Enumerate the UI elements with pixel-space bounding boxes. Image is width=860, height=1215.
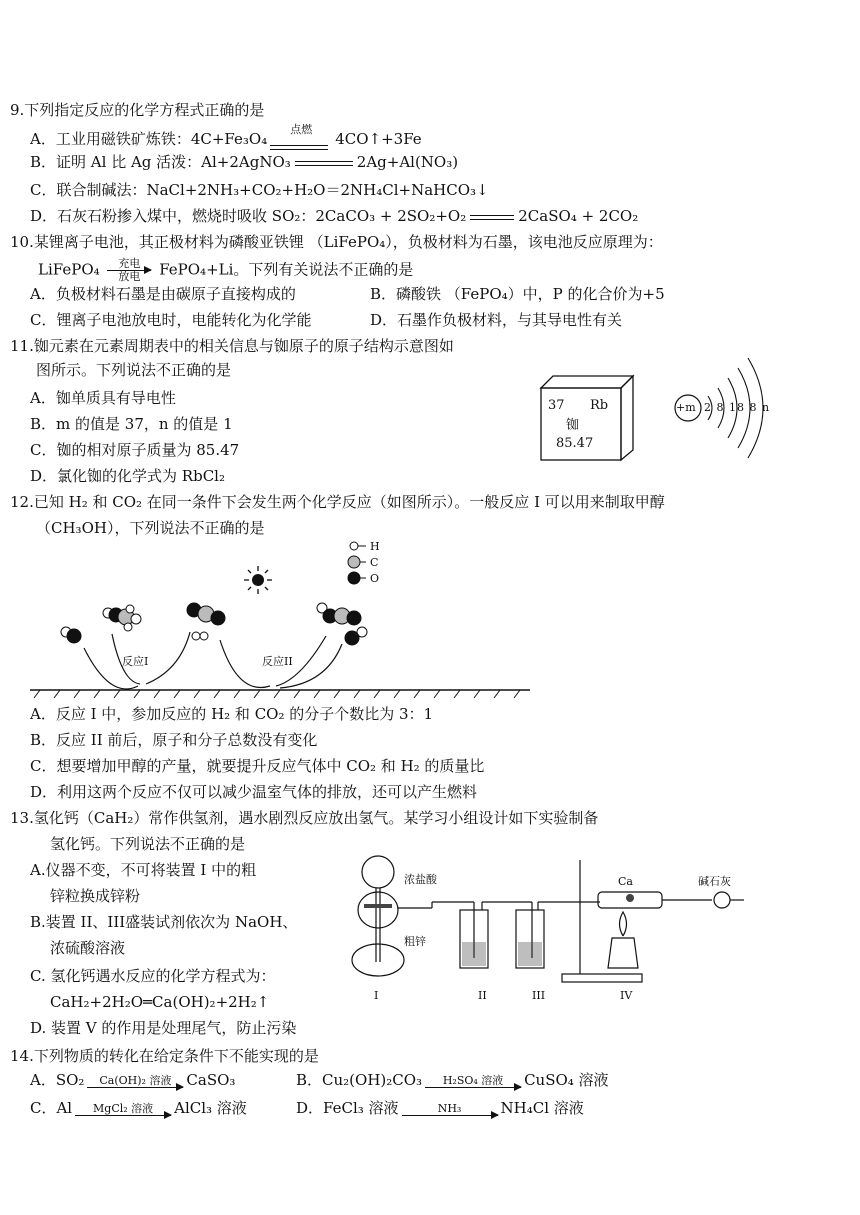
- q10-stem: 10.某锂离子电池，其正极材料为磷酸亚铁锂 （LiFePO₄），负极材料为石墨，该电池反应原理为：: [10, 233, 663, 251]
- q14-c-reactant: C．Al: [30, 1099, 73, 1117]
- q12-option-c: C．想要增加甲醇的产量，就要提升反应气体中 CO₂ 和 H₂ 的质量比: [30, 757, 485, 775]
- reaction-1-label: 反应I: [122, 655, 149, 668]
- label-soda-lime: 碱石灰: [698, 875, 731, 888]
- legend-o: O: [370, 572, 380, 585]
- q11-option-b: B．m 的值是 37，n 的值是 1: [30, 415, 233, 433]
- q14-a-arrow: [87, 1075, 183, 1088]
- q10-eq-left: LiFePO₄: [38, 260, 100, 279]
- q14-c-condition: MgCl₂ 溶液: [93, 1101, 154, 1115]
- q9-b-reactants: B．证明 Al 比 Ag 活泼：Al+2AgNO₃: [30, 153, 291, 171]
- q11-stem-2: 图所示。下列说法不正确的是: [36, 361, 232, 379]
- q14-d-product: NH₄Cl 溶液: [500, 1099, 584, 1117]
- q12-reaction-diagram: [30, 560, 530, 700]
- q10-eq-right: FePO₄+Li。下列有关说法不正确的是: [159, 260, 414, 279]
- q10-eq-charge: 充电: [118, 257, 141, 270]
- q10-equation: [38, 258, 413, 283]
- q9-a-products: 4CO↑+3Fe: [335, 130, 422, 148]
- q9-option-b: [30, 152, 458, 172]
- q12-option-a: A．反应 I 中，参加反应的 H₂ 和 CO₂ 的分子个数比为 3：1: [30, 705, 434, 723]
- q13-stem-1: 13.氢化钙（CaH₂）常作供氢剂，遇水剧烈反应放出氢气。某学习小组设计如下实验制备: [10, 809, 599, 827]
- q13-stem-2: 氢化钙。下列说法不正确的是: [50, 835, 246, 853]
- q14-b-product: CuSO₄ 溶液: [524, 1071, 609, 1089]
- q12-option-b: B．反应 II 前后，原子和分子总数没有变化: [30, 731, 318, 749]
- q11-option-c: C．铷的相对原子质量为 85.47: [30, 441, 240, 459]
- q11-option-a: A．铷单质具有导电性: [30, 389, 176, 407]
- q10-option-d: D．石墨作负极材料，与其导电性有关: [370, 311, 623, 329]
- q12-stem-2: （CH₃OH），下列说法不正确的是: [36, 519, 265, 537]
- cell-symbol: Rb: [590, 398, 609, 413]
- q9-option-c: C．联合制碱法：NaCl+2NH₃+CO₂+H₂O＝2NH₄Cl+NaHCO₃↓: [30, 181, 489, 199]
- q14-a-reactant: A．SO₂: [30, 1071, 85, 1089]
- q14-b-arrow: [425, 1075, 521, 1088]
- q9-a-condition: 点燃: [290, 123, 313, 136]
- q14-option-a: [30, 1070, 235, 1090]
- label-conc-hcl: 浓盐酸: [404, 873, 437, 886]
- q13-option-b-line1: B.装置 II、III盛装试剂依次为 NaOH、: [30, 913, 298, 931]
- q14-stem: 14.下列物质的转化在给定条件下不能实现的是: [10, 1047, 319, 1065]
- q14-a-product: CaSO₃: [186, 1071, 236, 1089]
- q10-eq-discharge: 放电: [118, 270, 141, 283]
- q9-stem: 9.下列指定反应的化学方程式正确的是: [10, 101, 265, 119]
- q14-d-arrow: [402, 1103, 498, 1116]
- reaction-2-label: 反应II: [262, 655, 293, 668]
- q14-option-b: [296, 1070, 609, 1090]
- q14-b-reactant: B．Cu₂(OH)₂CO₃: [296, 1071, 423, 1089]
- cell-element-name: 铷: [566, 418, 580, 433]
- q10-option-c: C．锂离子电池放电时，电能转化为化学能: [30, 311, 312, 329]
- legend-c: C: [370, 556, 379, 569]
- q9-d-products: 2CaSO₄ + 2CO₂: [518, 207, 639, 225]
- label-device-ii: II: [478, 989, 487, 1002]
- q14-b-condition: H₂SO₄ 溶液: [442, 1073, 504, 1087]
- atom-nucleus-charge: +m: [676, 401, 696, 414]
- cell-atomic-mass: 85.47: [556, 436, 594, 451]
- q14-option-d: [296, 1098, 584, 1118]
- q11-option-d: D．氯化铷的化学式为 RbCl₂: [30, 467, 225, 485]
- q9-b-products: 2Ag+Al(NO₃): [356, 153, 459, 171]
- q13-apparatus-diagram: [340, 850, 750, 990]
- q11-stem-1: 11.铷元素在元素周期表中的相关信息与铷原子的原子结构示意图如: [10, 337, 454, 355]
- q13-option-d: D. 装置 V 的作用是处理尾气，防止污染: [30, 1019, 297, 1037]
- q13-option-b-line2: 浓硫酸溶液: [50, 939, 126, 957]
- q14-c-product: AlCl₃ 溶液: [174, 1099, 247, 1117]
- label-device-i: I: [374, 989, 379, 1002]
- q13-option-a-line1: A.仪器不变，不可将装置 I 中的粗: [30, 861, 257, 879]
- q12-option-d: D．利用这两个反应不仅可以减少温室气体的排放，还可以产生燃料: [30, 783, 478, 801]
- q14-a-condition: Ca(OH)₂ 溶液: [99, 1073, 172, 1087]
- q10-option-b: B．磷酸铁 （FePO₄）中，P 的化合价为+5: [370, 285, 665, 303]
- atom-shell-electrons: 2 8 18 8 n: [704, 401, 771, 414]
- q14-c-arrow: [75, 1103, 171, 1116]
- q12-stem-1: 12.已知 H₂ 和 CO₂ 在同一条件下会发生两个化学反应（如图所示）。一般反应 I 可以用来制取甲醇: [10, 493, 665, 511]
- label-crude-zinc: 粗锌: [404, 935, 426, 948]
- q13-option-c-line2: CaH₂+2H₂O═Ca(OH)₂+2H₂↑: [50, 993, 270, 1011]
- q14-option-c: [30, 1098, 247, 1118]
- cell-atomic-number: 37: [548, 398, 565, 413]
- q9-d-reactants: D．石灰石粉掺入煤中，燃烧时吸收 SO₂：2CaCO₃ + 2SO₂+O₂: [30, 207, 467, 225]
- q13-option-c-line1: C. 氢化钙遇水反应的化学方程式为：: [30, 967, 276, 985]
- q14-d-reactant: D．FeCl₃ 溶液: [296, 1099, 399, 1117]
- q9-a-reactants: A．工业用磁铁矿炼铁：4C+Fe₃O₄: [30, 130, 268, 148]
- q14-d-condition: NH₃: [437, 1101, 462, 1115]
- q9-option-d: [30, 206, 638, 226]
- legend-h: H: [370, 540, 380, 553]
- sun-icon: [244, 566, 272, 594]
- q10-reversible-arrow: [107, 258, 151, 283]
- q13-option-a-line2: 锌粒换成锌粉: [50, 887, 141, 905]
- label-ca: Ca: [618, 875, 633, 888]
- q10-option-a: A．负极材料石墨是由碳原子直接构成的: [30, 285, 296, 303]
- label-device-iv: IV: [620, 989, 633, 1002]
- label-device-iii: III: [532, 989, 546, 1002]
